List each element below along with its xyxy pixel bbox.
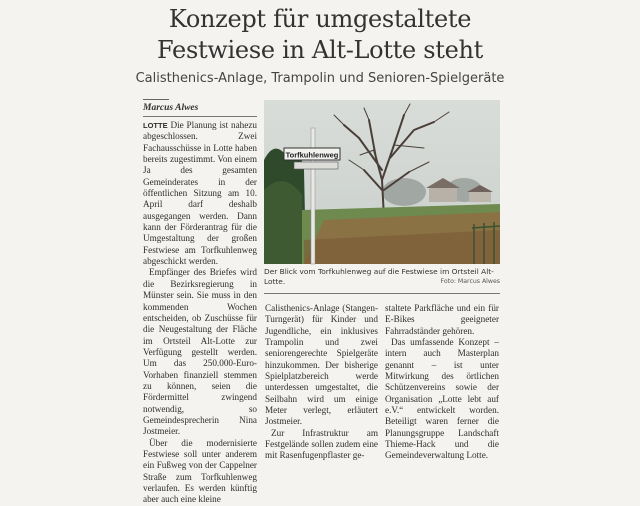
photo-rule: [264, 293, 500, 294]
paragraph: Das umfassende Konzept – intern auch Masterplan genannt – ist unter Mitwirkung des örtlichen Schützenvereins sowie der Organisation „Lotte lebt auf e.V.“ entwickelt worden. Beteiligt waren ferner die Planungsgruppe Landschaft Thieme-Hack und die Gemeindeverwaltung Lotte.: [385, 337, 499, 461]
column-rule: [143, 116, 257, 117]
paragraph: Calisthenics-Anlage (Stangen-Turngerät) für Kinder und Jugendliche, ein inklusives Trampolin und zwei seniorengerechte Spielgeräte hinzukommen. Der bisherige Spielplatzbereich werde unterdessen umgestaltet, die Seilbahn wird um einige Meter verlegt, erläutert Jostmeier.: [265, 303, 378, 427]
paragraph: staltete Parkfläche und ein für E-Bikes geeigneter Fahrradständer gehören.: [385, 303, 499, 336]
article-column-1: [143, 120, 258, 505]
photo-credit: Foto: Marcus Alwes: [440, 278, 500, 285]
author-byline: Marcus Alwes: [143, 103, 199, 113]
dateline: LOTTE: [143, 121, 168, 130]
street-sign-text: Torfkuhlenweg: [285, 150, 339, 160]
photo-caption: Der Blick vom Torfkuhlenweg auf die Festwiese im Ortsteil Alt-Lotte.: [264, 267, 494, 286]
article-photo: [264, 100, 500, 264]
subheadline: Calisthenics-Anlage, Trampolin und Senioren-Spielgeräte: [135, 71, 505, 86]
article-column-2: [265, 303, 378, 466]
headline-line-2: Festwiese in Alt-Lotte steht: [157, 36, 483, 64]
paragraph: Zur Infrastruktur am Festgelände sollen zudem eine mit Rasenfugenpflaster ge-: [265, 427, 378, 461]
headline: [0, 4, 640, 66]
headline-line-1: Konzept für umgestaltete: [168, 5, 472, 33]
paragraph: LOTTE Die Planung ist nahezu abgeschlossen. Zwei Fachausschüsse in Lotte haben bereits zugestimmt. Von einem Ja des gesamten Gemeinderates in der öffentlichen Sitzung am 10. April darf deshalb ausgegangen werden. Dann kann der Förderantrag für die Umgestaltung der großen Festwiese am Torfkuhlenweg abgeschickt werden.: [143, 120, 258, 267]
article-column-3: [385, 303, 499, 466]
paragraph: Über die modernisierte Festwiese soll unter anderem ein Fußweg von der Cappelner Straße zum Torfkuhlenweg verlaufen. Es werden künftig aber auch eine kleine: [143, 437, 257, 505]
paragraph: Empfänger des Briefes wird die Bezirksregierung in Münster sein. Sie muss in den kommenden Wochen entscheiden, ob Zuschüsse für die Neugestaltung der Fläche im Ortsteil Alt-Lotte zur Verfügung gestellt werden. Um das 250.000-Euro-Vorhaben finanziell stemmen zu können, seien die Fördermittel zwingend notwendig, so Gemeindesprecherin Nina Jostmeier.: [143, 267, 257, 437]
author-rule: [143, 99, 169, 100]
